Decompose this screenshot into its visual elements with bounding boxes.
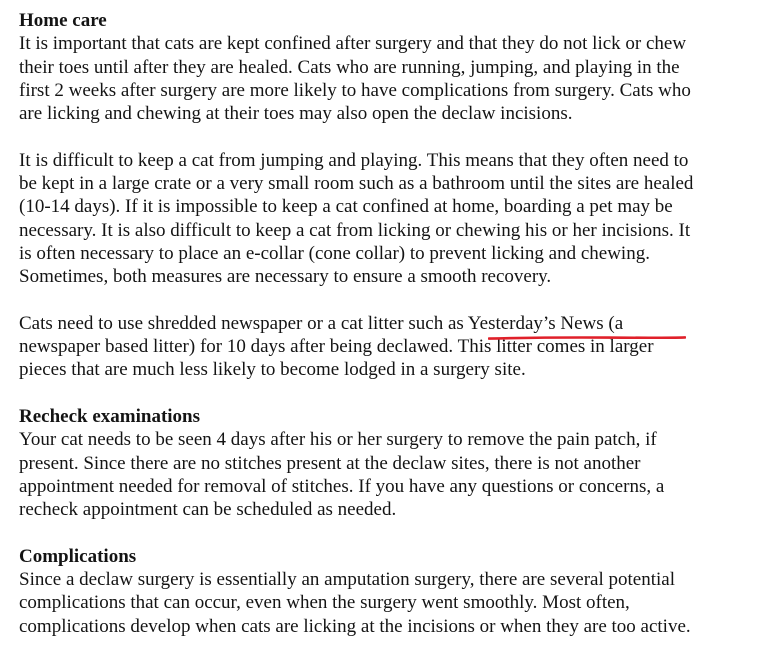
home-care-p2-line-3: (10-14 days). If it is impossible to keep a cat confined at home, boarding a pet may be <box>19 196 673 218</box>
heading-home-care: Home care <box>19 10 107 31</box>
paragraph-gap <box>19 289 769 312</box>
home-care-p3-line-3: pieces that are much less likely to become lodged in a surgery site. <box>19 359 526 381</box>
paragraph-gap <box>19 125 769 148</box>
home-care-p2-line-6: Sometimes, both measures are necessary to ensure a smooth recovery. <box>19 266 552 288</box>
recheck-line-1: Your cat needs to be seen 4 days after his or her surgery to remove the pain patch, if <box>19 429 657 451</box>
paragraph-gap <box>19 522 769 545</box>
home-care-p2-line-1: It is difficult to keep a cat from jumping and playing. This means that they often need to <box>19 149 689 171</box>
home-care-p1-line-4: are licking and chewing at their toes may also open the declaw incisions. <box>19 103 573 125</box>
home-care-p2-line-4: necessary. It is also difficult to keep a cat from licking or chewing his or her incisions. It <box>19 219 691 241</box>
red-underline-stroke <box>489 337 685 338</box>
home-care-p1-line-1: It is important that cats are kept confined after surgery and that they do not lick or chew <box>19 33 687 55</box>
recheck-line-2: present. Since there are no stitches present at the declaw sites, there is not another <box>19 452 641 474</box>
home-care-p3-line-2: newspaper based litter) for 10 days after being declawed. This litter comes in larger <box>19 336 654 358</box>
home-care-p3-line-1: Cats need to use shredded newspaper or a cat litter such as Yesterday’s News (a <box>19 312 624 334</box>
document-page <box>19 9 769 638</box>
heading-complications: Complications <box>19 545 137 567</box>
home-care-p2-line-5: is often necessary to place an e-collar (cone collar) to prevent licking and chewing. <box>19 242 650 264</box>
complications-line-1: Since a declaw surgery is essentially an amputation surgery, there are several potential <box>19 569 675 591</box>
red-underline-annotation <box>488 336 686 340</box>
recheck-line-4: recheck appointment can be scheduled as needed. <box>19 499 397 521</box>
paragraph-gap <box>19 382 769 405</box>
home-care-p1-line-3: first 2 weeks after surgery are more likely to have complications from surgery. Cats who <box>19 79 691 101</box>
complications-line-2: complications that can occur, even when the surgery went smoothly. Most often, <box>19 592 630 614</box>
home-care-p1-line-2: their toes until after they are healed. Cats who are running, jumping, and playing in the <box>19 56 680 78</box>
recheck-line-3: appointment needed for removal of stitches. If you have any questions or concerns, a <box>19 475 665 497</box>
home-care-p2-line-2: be kept in a large crate or a very small room such as a bathroom until the sites are healed <box>19 173 694 195</box>
complications-line-3: complications develop when cats are licking at the incisions or when they are too active. <box>19 615 691 637</box>
heading-recheck-examinations: Recheck examinations <box>19 406 201 428</box>
